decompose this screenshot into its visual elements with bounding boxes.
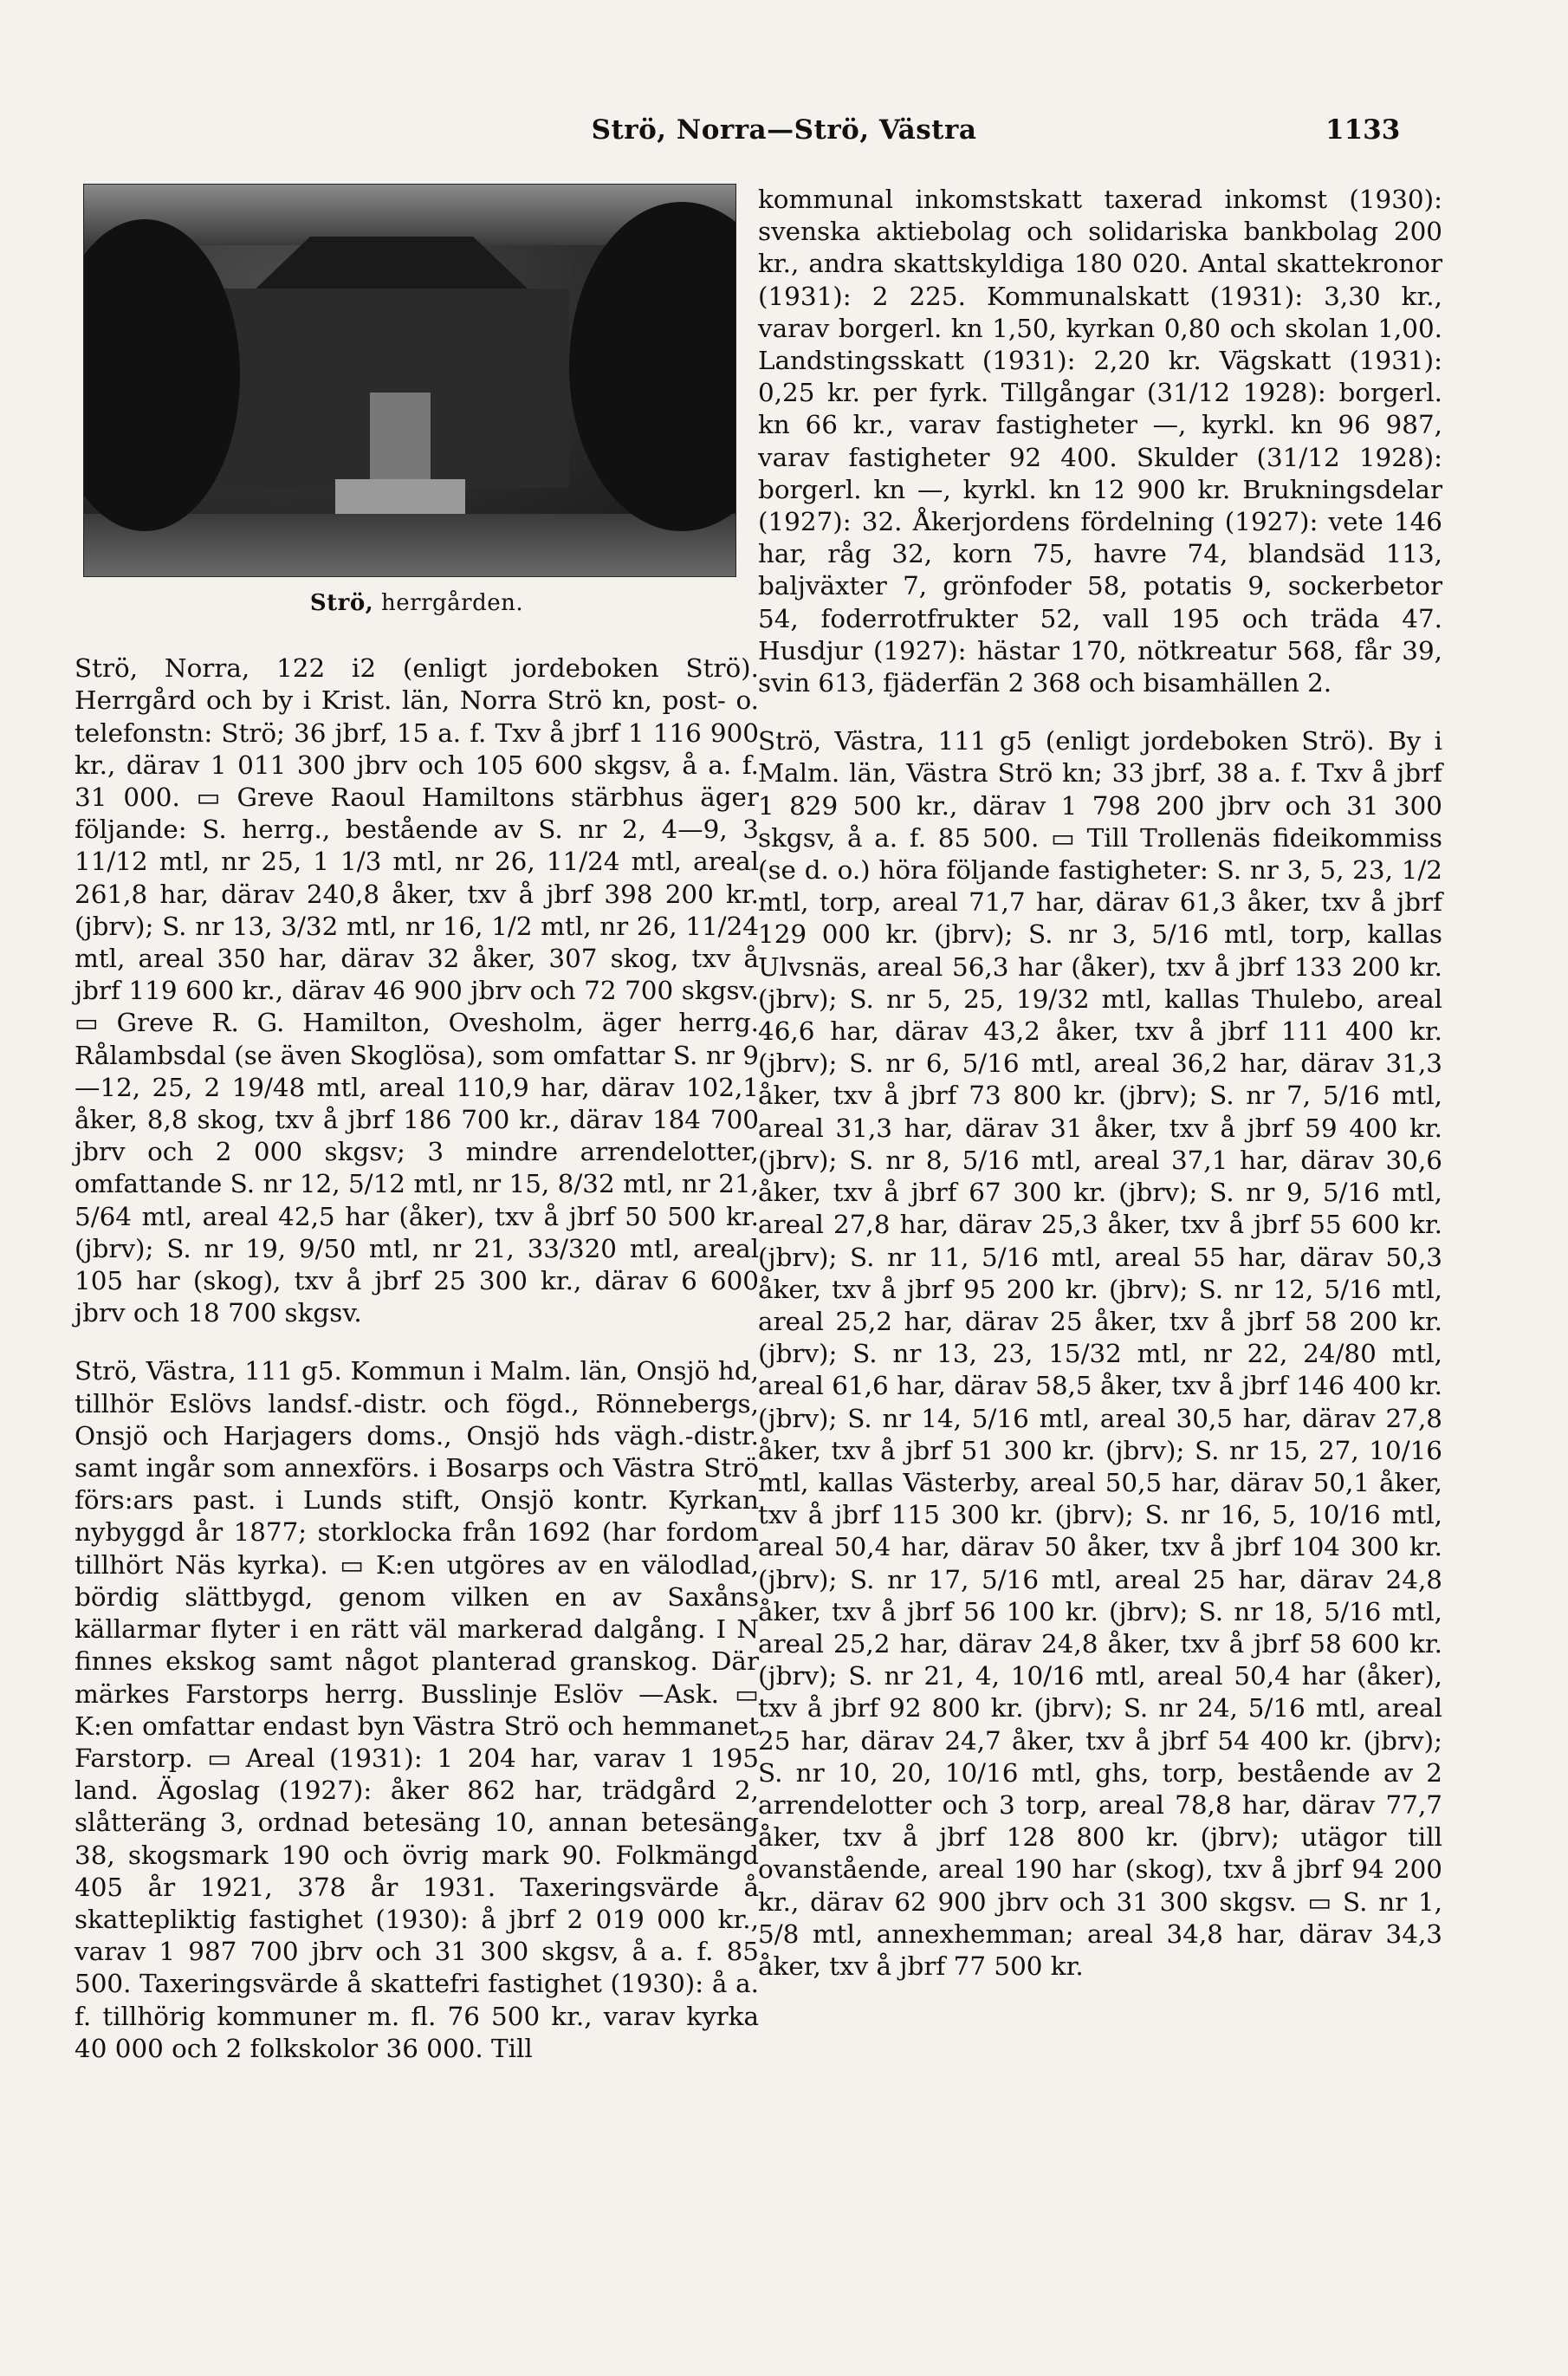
page-number: 1133 xyxy=(1325,114,1401,146)
running-title: Strö, Norra—Strö, Västra xyxy=(591,114,977,146)
entry-kommun-continued: kommunal inkomstskatt taxerad inkomst (1930): svenska aktiebolag och solidariska bankbolag 200 kr., andra skattskyldiga 180 020. Antal skattekronor (1931): 2 225. Kommunalskatt (1931): 3,30 kr., varav borgerl. kn 1,50, kyrkan 0,80 och skolan 1,00. Landstingsskatt (1931): 2,20 kr. Vägskatt (1931): 0,25 kr. per fyrk. Tillgångar (31/12 1928): borgerl. kn 66 kr., varav fastigheter —, kyrkl. kn 96 987, varav fastigheter 92 400. Skulder (31/12 1928): borgerl. kn —, kyrkl. kn 12 900 kr. Brukningsdelar (1927): 32. Åkerjordens fördelning (1927): vete 146 har, råg 32, korn 75, havre 74, blandsäd 113, baljväxter 7, grönfoder 58, potatis 9, sockerbetor 54, foderrotfrukter 52, vall 195 och träda 47. Husdjur (1927): hästar 170, nötkreatur 568, får 39, svin 613, fjäderfän 2 368 och bisamhällen 2. xyxy=(758,185,1442,698)
photo-tree-right xyxy=(569,202,736,531)
left-column xyxy=(75,184,759,2065)
caption-text: herrgården. xyxy=(373,590,524,616)
entry-stro-vastra-kommun: Strö, Västra, 111 g5. Kommun i Malm. län, Onsjö hd, tillhör Eslövs landsf.-distr. och fögd., Rönnebergs, Onsjö och Harjagers doms., Onsjö hds vägh.-distr. samt ingår som annexförs. i Bosarps och Västra Strö förs:ars past. i Lunds stift, Onsjö kontr. Kyrkan nybyggd år 1877; storklocka från 1692 (har fordom tillhört Näs kyrka). ▭ K:en utgöres av en välodlad, bördig slättbygd, genom vilken en av Saxåns källarmar flyter i en rätt väl markerad dalgång. I N finnes ekskog samt något planterad granskog. Där märkes Farstorps herrg. Busslinje Eslöv —Ask. ▭ K:en omfattar endast byn Västra Strö och hemmanet Farstorp. ▭ Areal (1931): 1 204 har, varav 1 195 land. Ägoslag (1927): åker 862 har, trädgård 2, slåtteräng 3, ordnad betesäng 10, annan betesäng 38, skogsmark 190 och övrig mark 90. Folkmängd 405 år 1921, 378 år 1931. Taxeringsvärde å skattepliktig fastighet (1930): å jbrf 2 019 000 kr., varav 1 987 700 jbrv och 31 300 skgsv, å a. f. 85 500. Taxeringsvärde å skattefri fastighet (1930): å a. f. tillhörig kommuner m. fl. 76 500 kr., varav kyrka 40 000 och 2 folkskolor 36 000. Till xyxy=(75,1356,759,2063)
right-column xyxy=(758,184,1442,1983)
page-header xyxy=(0,114,1568,166)
entry-stro-vastra-by: Strö, Västra, 111 g5 (enligt jordeboken Strö). By i Malm. län, Västra Strö kn; 33 jbrf, 38 a. f. Txv å jbrf 1 829 500 kr., därav 1 798 200 jbrv och 31 300 skgsv, å a. f. 85 500. ▭ Till Trollenäs fideikommiss (se d. o.) höra följande fastigheter: S. nr 3, 5, 23, 1/2 mtl, torp, areal 71,7 har, därav 61,3 åker, txv å jbrf 129 000 kr. (jbrv); S. nr 3, 5/16 mtl, torp, kallas Ulvsnäs, areal 56,3 har (åker), txv å jbrf 133 200 kr. (jbrv); S. nr 5, 25, 19/32 mtl, kallas Thulebo, areal 46,6 har, därav 43,2 åker, txv å jbrf 111 400 kr. (jbrv); S. nr 6, 5/16 mtl, areal 36,2 har, därav 31,3 åker, txv å jbrf 73 800 kr. (jbrv); S. nr 7, 5/16 mtl, areal 31,3 har, därav 31 åker, txv å jbrf 59 400 kr. (jbrv); S. nr 8, 5/16 mtl, areal 37,1 har, därav 30,6 åker, txv å jbrf 67 300 kr. (jbrv); S. nr 9, 5/16 mtl, areal 27,8 har, därav 25,3 åker, txv å jbrf 55 600 kr. (jbrv); S. nr 11, 5/16 mtl, areal 55 har, därav 50,3 åker, txv å jbrf 95 200 kr. (jbrv); S. nr 12, 5/16 mtl, areal 25,2 har, därav 25 åker, txv å jbrf 58 200 kr. (jbrv); S. nr 13, 23, 15/32 mtl, nr 22, 24/80 mtl, areal 61,6 har, därav 58,5 åker, txv å jbrf 146 400 kr. (jbrv); S. nr 14, 5/16 mtl, areal 30,5 har, därav 27,8 åker, txv å jbrf 51 300 kr. (jbrv); S. nr 15, 27, 10/16 mtl, kallas Västerby, areal 50,5 har, därav 50,1 åker, txv å jbrf 115 300 kr. (jbrv); S. nr 16, 5, 10/16 mtl, areal 50,4 har, därav 50 åker, txv å jbrf 104 300 kr. (jbrv); S. nr 17, 5/16 mtl, areal 25 har, därav 24,8 åker, txv å jbrf 56 100 kr. (jbrv); S. nr 18, 5/16 mtl, areal 25,2 har, därav 24,8 åker, txv å jbrf 58 600 kr. (jbrv); S. nr 21, 4, 10/16 mtl, areal 50,4 har (åker), txv å jbrf 92 800 kr. (jbrv); S. nr 24, 5/16 mtl, areal 25 har, därav 24,7 åker, txv å jbrf 54 400 kr. (jbrv); S. nr 10, 20, 10/16 mtl, ghs, torp, bestående av 2 arrendelotter och 3 torp, areal 78,8 har, därav 77,7 åker, txv å jbrf 128 800 kr. (jbrv); utägor till ovanstående, areal 190 har (skog), txv å jbrf 94 200 kr., därav 62 900 jbrv och 31 300 skgsv. ▭ S. nr 1, 5/8 mtl, annexhemman; areal 34,8 har, därav 34,3 åker, txv å jbrf 77 500 kr. xyxy=(758,726,1442,1981)
photo-lawn xyxy=(84,514,735,576)
photo-steps xyxy=(335,479,465,514)
caption-place: Strö, xyxy=(309,590,374,616)
photo-caption xyxy=(75,588,759,620)
manor-photo xyxy=(83,184,736,577)
entry-stro-norra: Strö, Norra, 122 i2 (enligt jordeboken Strö). Herrgård och by i Krist. län, Norra Strö kn, post- o. telefonstn: Strö; 36 jbrf, 15 a. f. Txv å jbrf 1 116 900 kr., därav 1 011 300 jbrv och 105 600 skgsv, å a. f. 31 000. ▭ Greve Raoul Hamiltons stärbhus äger följande: S. herrg., bestående av S. nr 2, 4—9, 3 11/12 mtl, nr 25, 1 1/3 mtl, nr 26, 11/24 mtl, areal 261,8 har, därav 240,8 åker, txv å jbrf 398 200 kr. (jbrv); S. nr 13, 3/32 mtl, nr 16, 1/2 mtl, nr 26, 11/24 mtl, areal 350 har, därav 32 åker, 307 skog, txv å jbrf 119 600 kr., därav 46 900 jbrv och 72 700 skgsv. ▭ Greve R. G. Hamilton, Ovesholm, äger herrg. Rålambsdal (se även Skoglösa), som omfattar S. nr 9—12, 25, 2 19/48 mtl, areal 110,9 har, därav 102,1 åker, 8,8 skog, txv å jbrf 186 700 kr., därav 184 700 jbrv och 2 000 skgsv; 3 mindre arrendelotter, omfattande S. nr 12, 5/12 mtl, nr 15, 8/32 mtl, nr 21, 5/64 mtl, areal 42,5 har (åker), txv å jbrf 50 500 kr. (jbrv); S. nr 19, 9/50 mtl, nr 21, 33/320 mtl, areal 105 har (skog), txv å jbrf 25 300 kr., därav 6 600 jbrv och 18 700 skgsv. xyxy=(75,653,759,1328)
photo-door xyxy=(370,393,431,488)
